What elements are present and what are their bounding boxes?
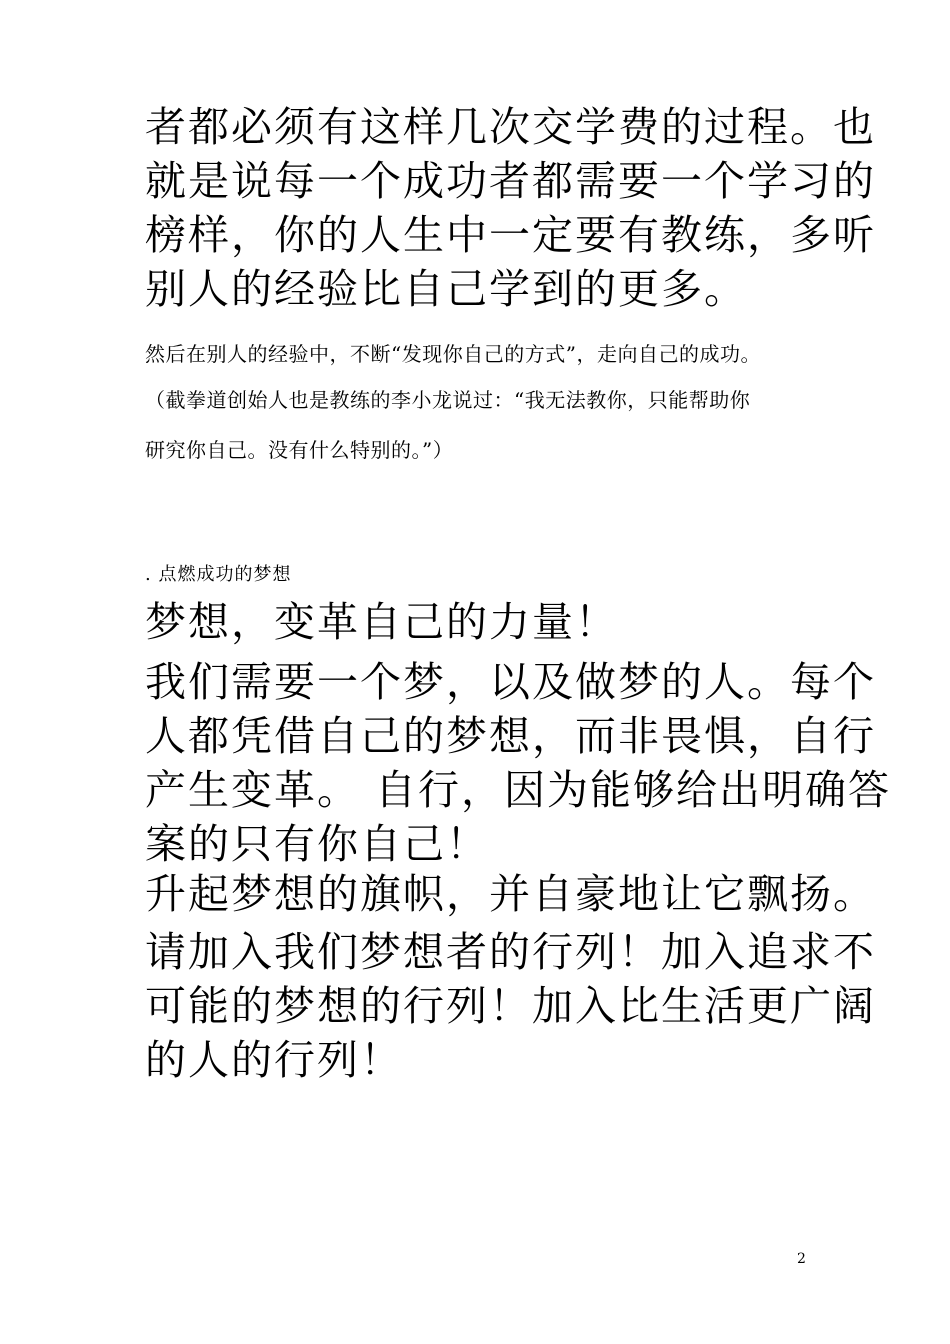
text-line: 可能的梦想的行列！加入比生活更广阔 (145, 982, 876, 1030)
text-line: 案的只有你自己！ (145, 820, 489, 868)
text-line: 梦想，变革自己的力量！ (145, 598, 618, 646)
section-heading: . 点燃成功的梦想 (145, 564, 292, 585)
text-line: 别人的经验比自己学到的更多。 (145, 265, 747, 313)
page-number: 2 (797, 1251, 806, 1267)
text-line: 的人的行列！ (145, 1036, 403, 1084)
note-line-2: （截拳道创始人也是教练的李小龙说过：“我无法教你，只能帮助你 (145, 388, 751, 412)
subtitle (145, 595, 825, 649)
text-line: 产生变革。 自行，因为能够给出明确答 (145, 766, 892, 814)
paragraph-dream-change (145, 655, 892, 871)
paragraph-raise-flag (145, 867, 876, 921)
text-line: 就是说每一个成功者都需要一个学习的 (145, 157, 876, 205)
text-line: 人都凭借自己的梦想，而非畏惧，自行 (145, 712, 876, 760)
paragraph-learning-from-mentors (145, 100, 876, 316)
text-line: 者都必须有这样几次交学费的过程。也 (145, 103, 876, 151)
text-line: 请加入我们梦想者的行列！加入追求不 (145, 928, 876, 976)
note-line-1: 然后在别人的经验中，不断“发现你自己的方式”，走向自己的成功。 (145, 342, 761, 366)
note-line-3: 研究你自己。没有什么特别的。”） (145, 438, 454, 462)
text-line: 升起梦想的旗帜，并自豪地让它飘扬。 (145, 870, 876, 918)
text-line: 我们需要一个梦，以及做梦的人。每个 (145, 658, 876, 706)
text-line: 榜样，你的人生中一定要有教练，多听 (145, 211, 876, 259)
paragraph-join-dreamers (145, 925, 876, 1087)
